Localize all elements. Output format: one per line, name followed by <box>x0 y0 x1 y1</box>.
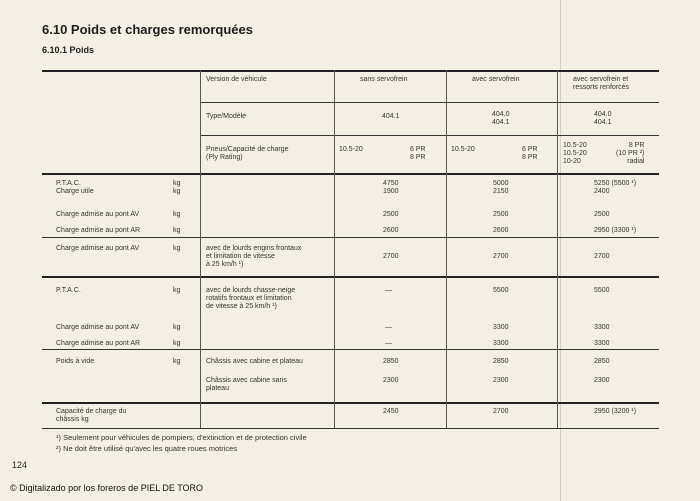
type-rule <box>200 135 659 136</box>
av-engins-c2: 2700 <box>493 253 509 260</box>
av-engins-c1: 2700 <box>383 253 399 260</box>
vide-sans-c2: 2300 <box>493 377 509 384</box>
column-divider <box>334 70 335 428</box>
ptac-c1: 4750 <box>383 180 399 187</box>
utile-c1: 1900 <box>383 188 399 195</box>
vide-sans-c1: 2300 <box>383 377 399 384</box>
ptac-c2: 5000 <box>493 180 509 187</box>
ptac-neige-c2: 5500 <box>493 287 509 294</box>
unit-kg: kg <box>173 287 181 294</box>
unit-kg: kg <box>173 227 181 234</box>
tyres-label: Pneus/Capacité de charge (Ply Rating) <box>206 146 289 161</box>
row-rule <box>42 237 659 238</box>
ptac-neige-c3: 5500 <box>594 287 610 294</box>
ptac-c3: 5250 (5500 ¹) <box>594 180 637 187</box>
ar-c3: 2950 (3300 ¹) <box>594 227 637 234</box>
type-c2: 404.0 404.1 <box>492 111 510 126</box>
row-rule <box>42 349 659 350</box>
tyres-c1-size: 10.5-20 <box>339 146 363 153</box>
header-rule <box>200 102 659 103</box>
row-charge-ar-neige: Charge admise au pont AR <box>56 340 141 347</box>
condition-chassis-plateau: Châssis avec cabine et plateau <box>206 358 303 365</box>
row-ptac-neige: P.T.A.C. <box>56 287 81 294</box>
unit-kg: kg <box>173 180 181 187</box>
vide-plateau-c1: 2850 <box>383 358 399 365</box>
ptac-neige-c1: — <box>385 287 392 294</box>
row-rule <box>42 276 659 278</box>
av-engins-c3: 2700 <box>594 253 610 260</box>
ar-neige-c1: — <box>385 340 392 347</box>
tyres-c3-pr: 8 PR (10 PR ²) radial <box>616 142 645 165</box>
unit-kg: kg <box>173 188 181 195</box>
row-charge-av-engins: Charge admise au pont AV <box>56 245 140 252</box>
av-neige-c1: — <box>385 324 392 331</box>
row-charge-av: Charge admise au pont AV <box>56 211 140 218</box>
row-charge-av-neige: Charge admise au pont AV <box>56 324 140 331</box>
capacite-c1: 2450 <box>383 408 399 415</box>
tyres-c2-pr: 6 PR 8 PR <box>522 146 538 161</box>
row-charge-utile: Charge utile <box>56 188 94 195</box>
av-c3: 2500 <box>594 211 610 218</box>
ar-c1: 2600 <box>383 227 399 234</box>
header-col1: sans servofrein <box>360 76 408 83</box>
footnote-1: ¹) Seulement pour véhicules de pompiers, d'extinction et de protection civile <box>56 433 307 442</box>
unit-kg: kg <box>173 358 181 365</box>
condition-engins: avec de lourds engins frontaux et limitation de vitesse à 25 km/h ¹) <box>206 245 302 268</box>
condition-neige: avec de lourds chasse-neige rotatifs frontaux et limitation de vitesse à 25 km/h ¹) <box>206 287 296 310</box>
type-label: Type/Modèle <box>206 113 247 120</box>
capacite-c2: 2700 <box>493 408 509 415</box>
type-c1: 404.1 <box>382 113 400 120</box>
tyres-c1-pr: 6 PR 8 PR <box>410 146 426 161</box>
ar-neige-c3: 3300 <box>594 340 610 347</box>
vide-sans-c3: 2300 <box>594 377 610 384</box>
av-c2: 2500 <box>493 211 509 218</box>
utile-c3: 2400 <box>594 188 610 195</box>
section-title: 6.10 Poids et charges remorquées <box>42 22 253 37</box>
tyres-c3-size: 10.5-20 10.5-20 10-20 <box>563 142 587 165</box>
header-col3: avec servofrein et ressorts renforcés <box>573 76 630 91</box>
subsection-title: 6.10.1 Poids <box>42 45 95 55</box>
av-neige-c3: 3300 <box>594 324 610 331</box>
ar-neige-c2: 3300 <box>493 340 509 347</box>
page-number: 124 <box>12 460 28 470</box>
vide-plateau-c3: 2850 <box>594 358 610 365</box>
av-c1: 2500 <box>383 211 399 218</box>
page-fold-line <box>560 0 561 501</box>
column-divider <box>557 70 558 428</box>
unit-kg: kg <box>173 340 181 347</box>
row-ptac: P.T.A.C. <box>56 180 81 187</box>
tyres-c2-size: 10.5-20 <box>451 146 475 153</box>
row-poids-vide: Poids à vide <box>56 358 95 365</box>
type-c3: 404.0 404.1 <box>594 111 612 126</box>
table-top-border <box>42 70 659 72</box>
unit-kg: kg <box>173 245 181 252</box>
condition-chassis-sans: Châssis avec cabine sans plateau <box>206 377 287 392</box>
row-capacite: Capacité de charge du châssis kg <box>56 408 127 423</box>
column-divider <box>200 70 201 428</box>
capacite-c3: 2950 (3200 ¹) <box>594 408 637 415</box>
vide-plateau-c2: 2850 <box>493 358 509 365</box>
header-version: Version de véhicule <box>206 76 267 83</box>
credit-line: © Digitalizado por los foreros de PIEL DE TORO <box>10 483 204 493</box>
unit-kg: kg <box>173 211 181 218</box>
av-neige-c2: 3300 <box>493 324 509 331</box>
ar-c2: 2600 <box>493 227 509 234</box>
spec-rule <box>42 173 659 175</box>
column-divider <box>446 70 447 428</box>
table-bottom-border <box>42 428 659 429</box>
row-charge-ar: Charge admise au pont AR <box>56 227 141 234</box>
unit-kg: kg <box>173 324 181 331</box>
header-col2: avec servofrein <box>472 76 520 83</box>
footnote-2: ²) Ne doit être utilisé qu'avec les quatre roues motrices <box>56 444 238 453</box>
row-rule <box>42 402 659 404</box>
utile-c2: 2150 <box>493 188 509 195</box>
